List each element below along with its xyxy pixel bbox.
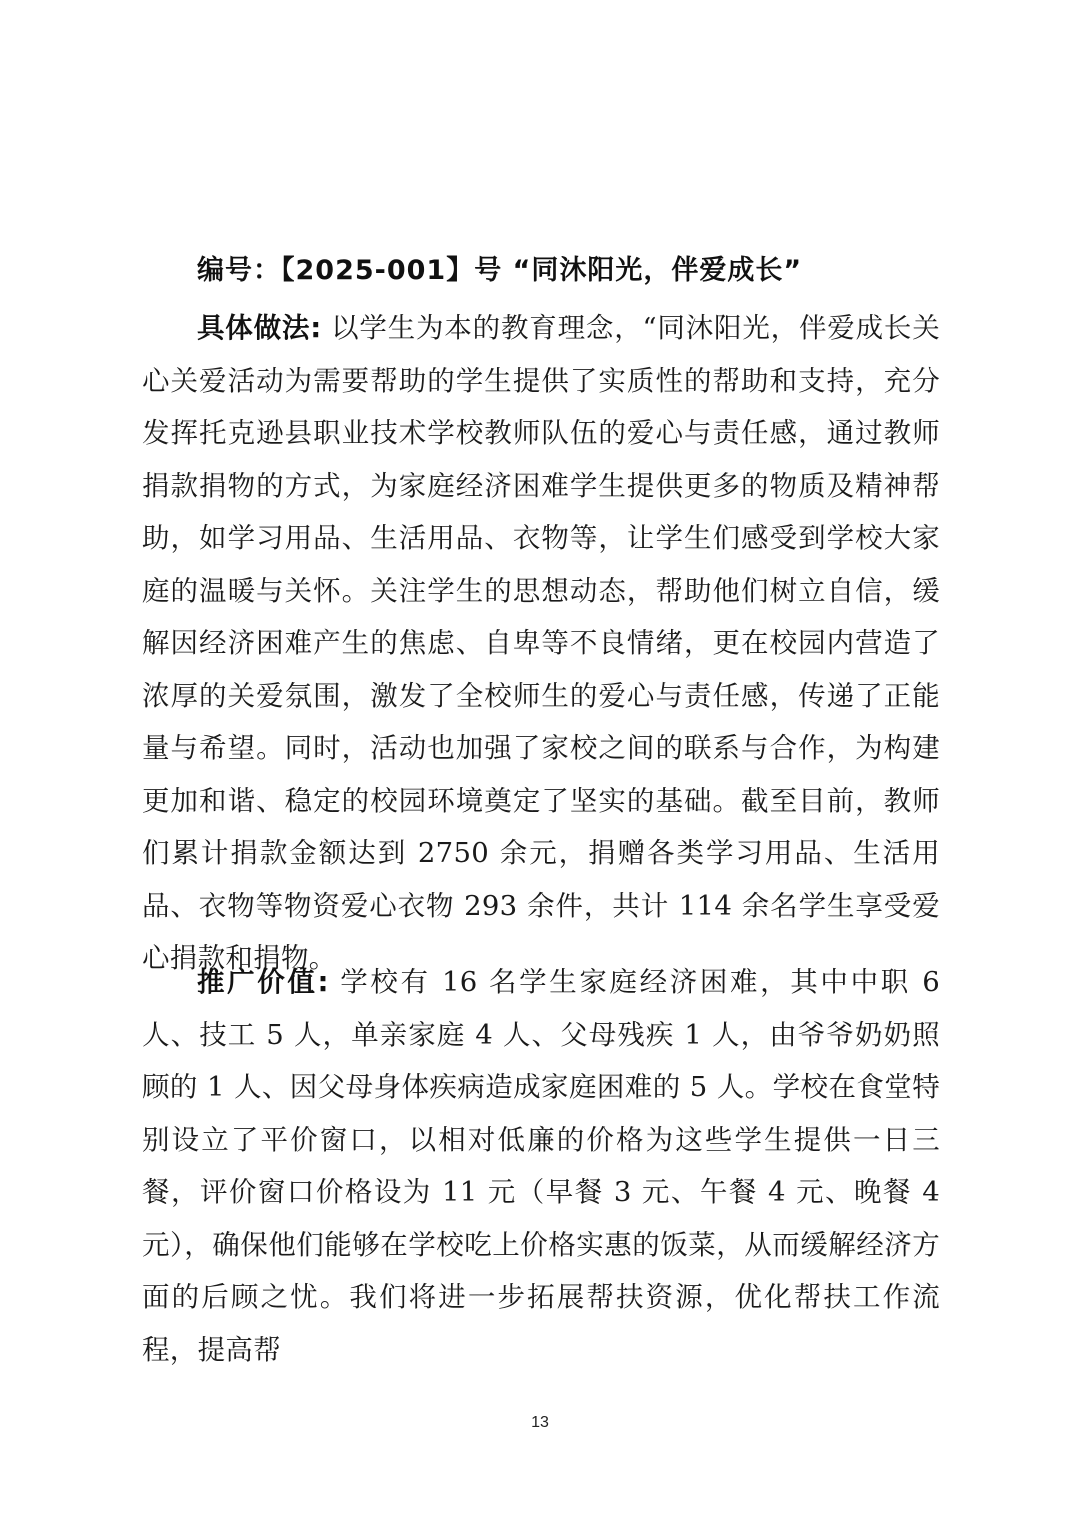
paragraph-promotion-value [142,956,940,1376]
paragraph-body-text: 以学生为本的教育理念，“同沐阳光，伴爱成长关心关爱活动为需要帮助的学生提供了实质性的帮助和支持，充分发挥托克逊县职业技术学校教师队伍的爱心与责任感，通过教师捐款捐物的方式，为家庭经济困难学生提供更多的物质及精神帮助，如学习用品、生活用品、衣物等，让学生们感受到学校大家庭的温暖与关怀。关注学生的思想动态，帮助他们树立自信，缓解因经济困难产生的焦虑、自卑等不良情绪，更在校园内营造了浓厚的关爱氛围，激发了全校师生的爱心与责任感，传递了正能量与希望。同时，活动也加强了家校之间的联系与合作，为构建更加和谐、稳定的校园环境奠定了坚实的基础。截至目前，教师们累计捐款金额达到 2750 余元，捐赠各类学习用品、生活用品、衣物等物资爱心衣物 293 余件，共计 114 余名学生享受爱心捐款和捐物。 [142,312,940,974]
paragraph-body-text: 学校有 16 名学生家庭经济困难，其中中职 6 人、技工 5 人，单亲家庭 4 人、父母残疾 1 人，由爷爷奶奶照顾的 1 人、因父母身体疾病造成家庭困难的 5 人。学校在食堂特别设立了平价窗口，以相对低廉的价格为这些学生提供一日三餐，评价窗口价格设为 11 元（早餐 3 元、午餐 4 元、晚餐 4 元），确保他们能够在学校吃上价格实惠的饭菜，从而缓解经济方面的后顾之忧。我们将进一步拓展帮扶资源，优化帮扶工作流程，提高帮 [142,966,941,1366]
paragraph-specific-method [142,302,940,985]
paragraph-lead-label: 推广价值: [197,966,329,998]
page-number: 13 [531,1414,549,1431]
document-title: 编号：【2025-001】号 “同沐阳光，伴爱成长” [197,255,803,286]
paragraph-lead-label: 具体做法: [197,312,322,344]
